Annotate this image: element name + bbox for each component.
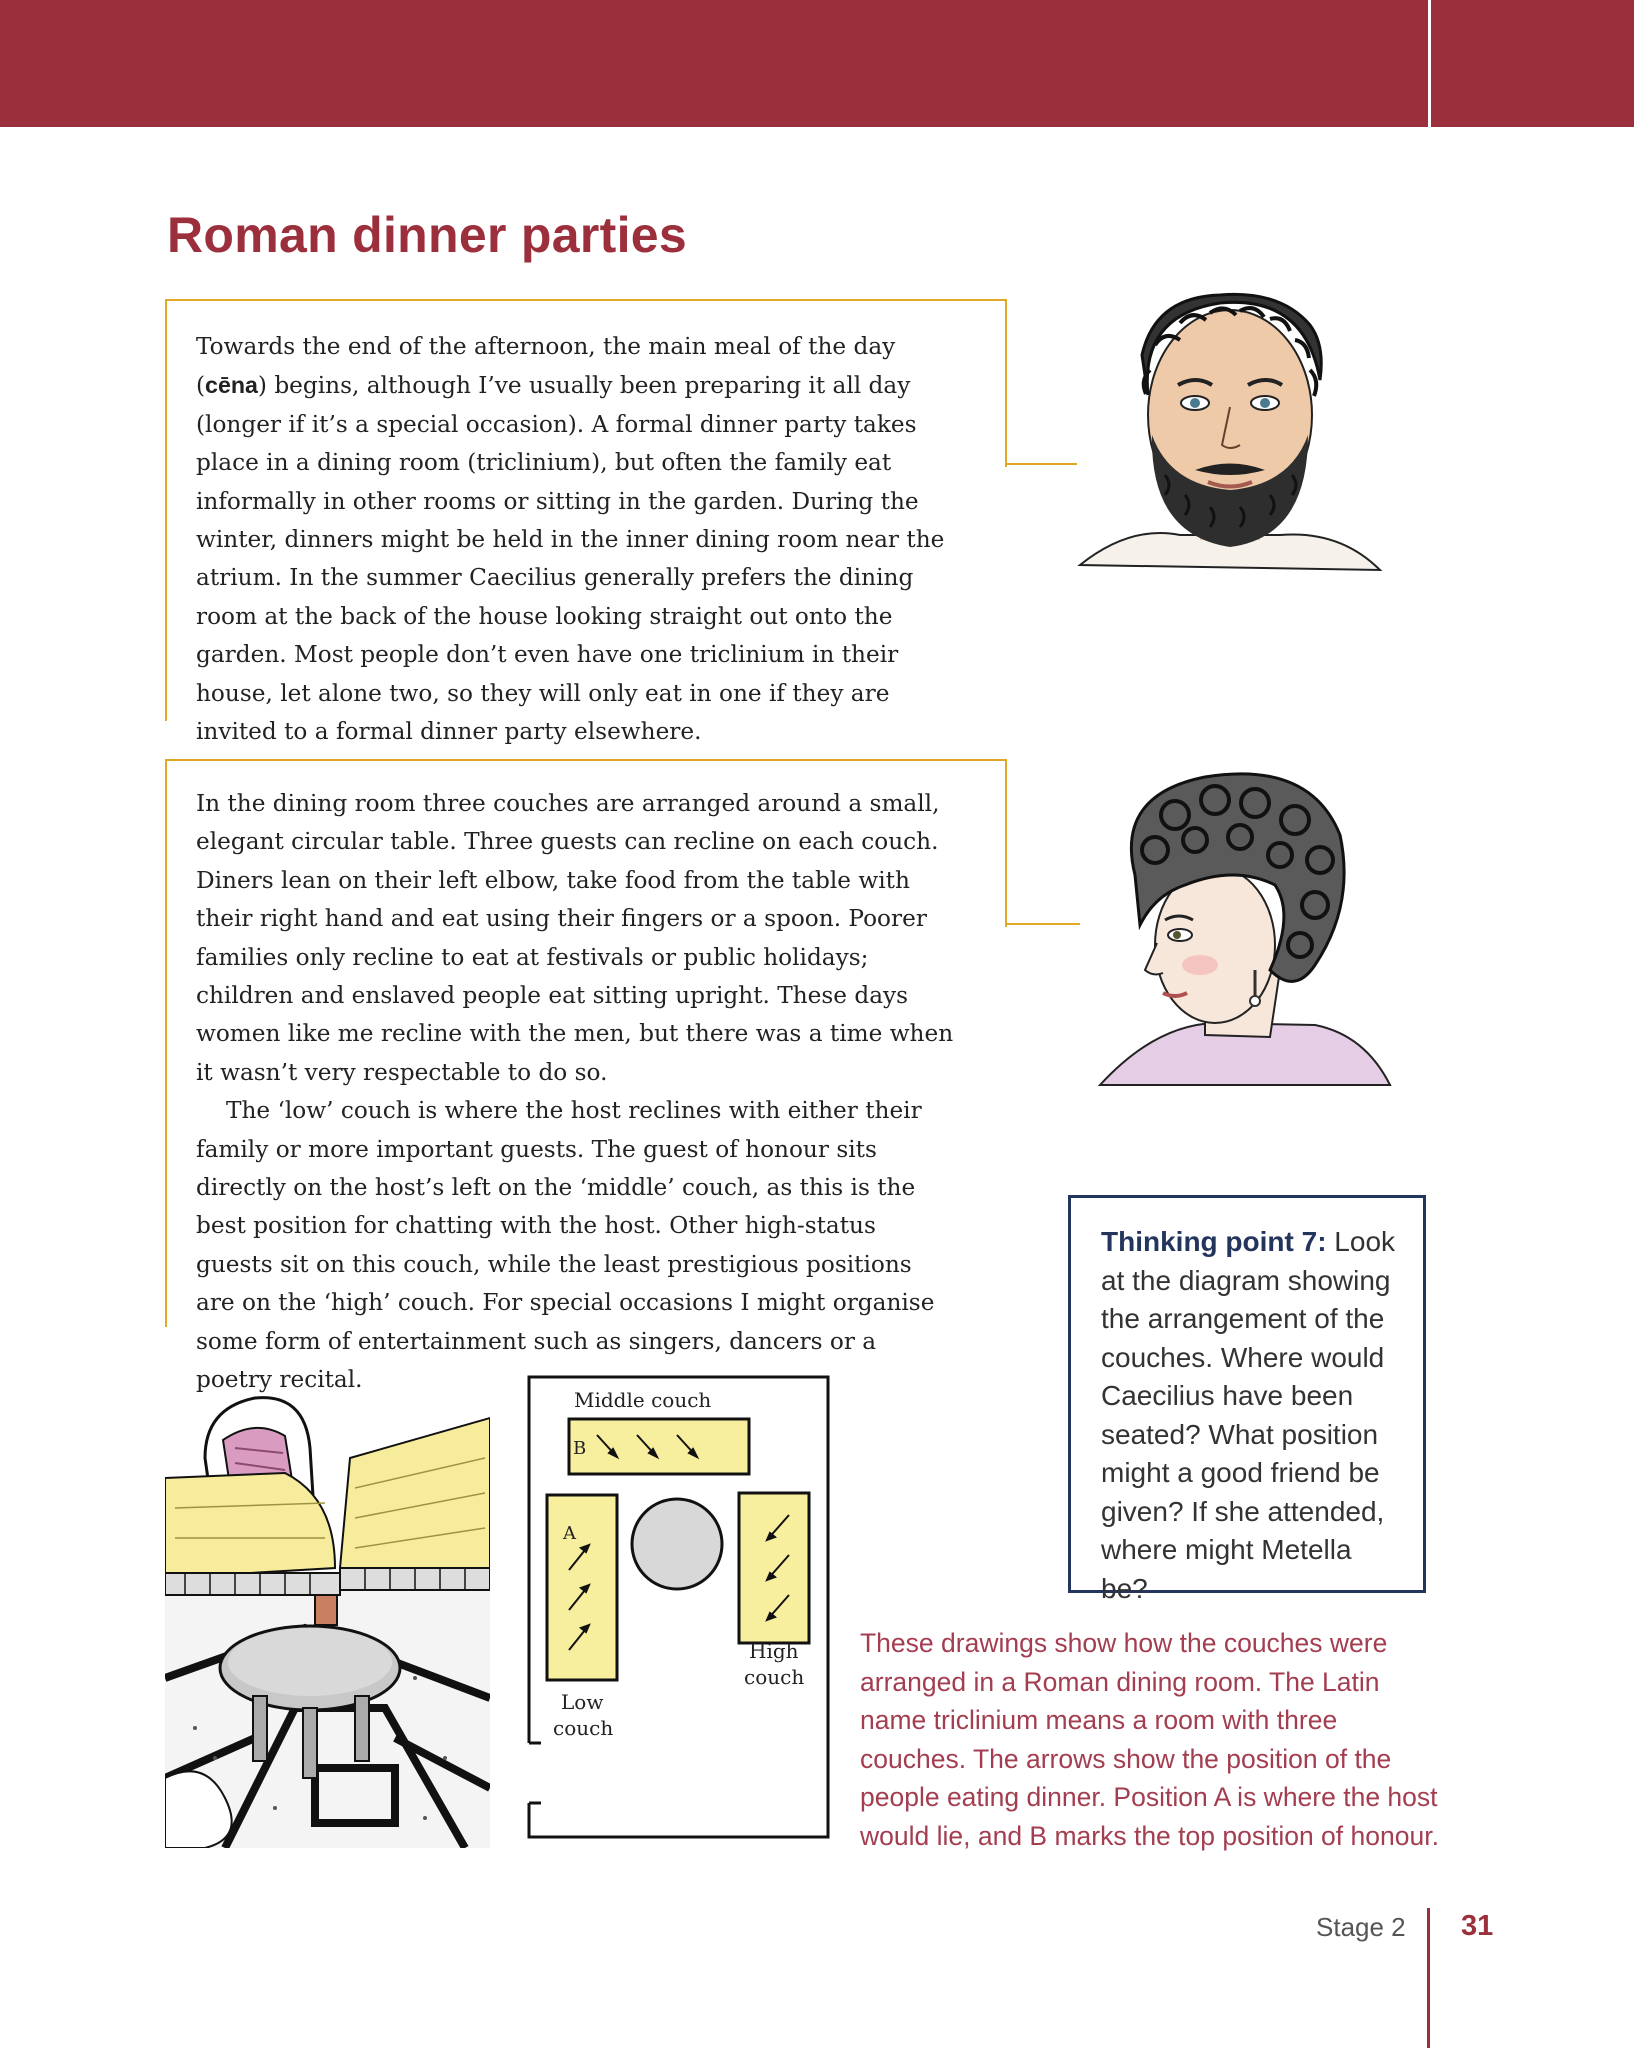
high-couch-label-1: High — [749, 1639, 799, 1663]
thinking-point-label: Thinking point 7: — [1101, 1226, 1327, 1257]
footer-divider — [1427, 1908, 1430, 2048]
middle-couch-label: Middle couch — [574, 1388, 712, 1412]
speech2-paragraph-2: The ‘low’ couch is where the host reclines with either their family or more important guests. The guest of honour sits directly on the host’s left on the ‘middle’ couch, as this is the best position for chatting with the host. Other high-status guests sit on this couch, while the least prestigious positions are on the ‘high’ couch. For special occasions I might organise some form of entertainment such as singers, dancers or a poetry recital. — [196, 1097, 935, 1394]
thinking-point-text: Look at the diagram showing the arrangement of the couches. Where would Caecilius have been seated? What position might a good friend be given? If she attended, where might Metella be? — [1101, 1226, 1396, 1604]
speech2-text — [196, 785, 956, 1400]
low-couch-label-1: Low — [561, 1690, 604, 1714]
high-couch — [739, 1493, 809, 1643]
cena-term: cēna — [205, 372, 258, 399]
metella-portrait — [1095, 765, 1395, 1095]
page-number: 31 — [1461, 1910, 1494, 1942]
speech1-bracket-pointer — [1005, 463, 1077, 465]
speech1-bracket-left — [165, 299, 167, 721]
caecilius-portrait — [1070, 285, 1390, 585]
speech1-text: Towards the end of the afternoon, the main meal of the day (cēna) begins, although I’ve usually been preparing it all day (longer if it’s a special occasion). A formal dinner party takes place in a dining room (triclinium), but often the family eat informally in other rooms or sitting in the garden. During the winter, dinners might be held in the inner dining room near the atrium. In the summer Caecilius generally prefers the dining room at the back of the house looking straight out onto the garden. Most people don’t even have one triclinium in their house, let alone two, so they will only eat in one if they are invited to a formal dinner party elsewhere. — [196, 333, 945, 746]
triclinium-illustration — [165, 1378, 490, 1848]
position-a-label: A — [563, 1523, 576, 1544]
couch-diagram — [527, 1375, 830, 1840]
header-band — [0, 0, 1634, 127]
figure-caption: These drawings show how the couches were arranged in a Roman dining room. The Latin name triclinium means a room with three couches. The arrows show the position of the people eating dinner. Position A is where the host would lie, and B marks the top position of honour. — [860, 1628, 1439, 1851]
page-title: Roman dinner parties — [167, 207, 687, 263]
speech2-bracket-left — [165, 759, 167, 1327]
speech2-paragraph-1: In the dining room three couches are arranged around a small, elegant circular table. Three guests can recline on each couch. Diners lean on their left elbow, take food from the table with their right hand and eat using their fingers or a spoon. Poorer families only recline to eat at festivals or public holidays; children and enslaved people eat sitting upright. These days women like me recline with the men, but there was a time when it wasn’t very respectable to do so. — [196, 790, 954, 1086]
speech2-bracket-pointer — [1005, 923, 1080, 925]
middle-couch — [569, 1419, 749, 1474]
high-couch-label-2: couch — [744, 1665, 805, 1689]
low-couch-label-2: couch — [553, 1716, 614, 1740]
position-b-label: B — [573, 1438, 587, 1459]
footer-stage-label: Stage 2 — [1316, 1912, 1406, 1942]
dining-table — [632, 1499, 722, 1589]
thinking-point-box — [1068, 1195, 1426, 1604]
header-band-divider — [1428, 0, 1431, 127]
